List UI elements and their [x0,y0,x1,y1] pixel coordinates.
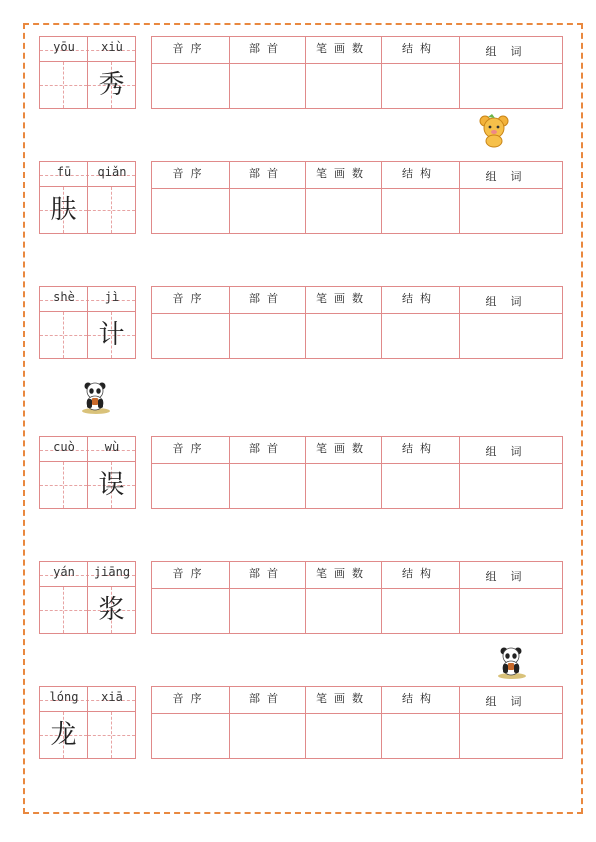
character-writing-box [39,286,136,359]
answer-cell[interactable] [459,314,562,358]
pinyin-syllable: fū [56,165,72,179]
table-header-cell: 部首 [249,442,285,455]
answer-cell[interactable] [229,464,305,508]
table-header-cell: 结构 [402,442,438,455]
pinyin-syllable: jiāng [93,565,131,579]
answer-cell[interactable] [381,714,459,758]
character-writing-box [39,36,136,109]
character-entry [0,36,596,112]
table-header-cell: 组词 [485,445,536,458]
table-header-cell: 组词 [485,570,536,583]
pinyin-syllable: xiā [101,690,123,704]
table-header-cell: 结构 [402,692,438,705]
table-header-cell: 音序 [172,42,209,55]
answer-cell[interactable] [459,714,562,758]
table-header-cell: 组词 [485,170,536,183]
chinese-character: 浆 [98,595,125,625]
tian-grid-cell[interactable] [88,462,135,508]
table-header-cell: 结构 [402,42,438,55]
chinese-character: 计 [98,320,125,350]
table-header-cell: 结构 [402,167,438,180]
character-writing-box [39,161,136,234]
tian-grid-cell[interactable] [40,587,87,633]
answer-cell[interactable] [305,189,381,233]
tian-grid-cell[interactable] [88,312,135,358]
character-entry [0,686,596,762]
table-header-cell: 笔画数 [316,692,370,705]
answer-cell[interactable] [152,189,229,233]
answer-cell[interactable] [305,589,381,633]
table-header-cell: 笔画数 [316,442,370,455]
answer-cell[interactable] [459,64,562,108]
tian-grid-cell[interactable] [40,462,87,508]
answer-cell[interactable] [381,64,459,108]
answer-cell[interactable] [381,314,459,358]
character-info-table [151,286,563,359]
answer-cell[interactable] [152,64,229,108]
table-header-cell: 笔画数 [316,167,370,180]
character-entry [0,161,596,237]
answer-cell[interactable] [152,314,229,358]
tian-grid-cell[interactable] [40,62,87,108]
character-entry [0,436,596,512]
pinyin-syllable: shè [53,290,75,304]
character-entry [0,561,596,637]
bear-icon [476,112,512,148]
table-header-cell: 音序 [172,567,209,580]
character-writing-box [39,561,136,634]
tian-grid-cell[interactable] [88,587,135,633]
pinyin-syllable: wù [104,440,120,454]
answer-cell[interactable] [459,464,562,508]
character-info-table [151,686,563,759]
pinyin-syllable: jì [104,290,120,304]
answer-cell[interactable] [229,64,305,108]
character-writing-box [39,436,136,509]
character-entry [0,286,596,362]
answer-cell[interactable] [381,189,459,233]
answer-cell[interactable] [152,589,229,633]
table-header-cell: 组词 [485,45,536,58]
answer-cell[interactable] [381,464,459,508]
table-header-cell: 笔画数 [316,292,370,305]
chinese-character: 肤 [50,195,77,225]
tian-grid-cell[interactable] [40,187,87,233]
table-header-cell: 组词 [485,295,536,308]
chinese-character: 秀 [98,70,125,100]
answer-cell[interactable] [229,314,305,358]
table-header-cell: 部首 [249,692,285,705]
answer-cell[interactable] [152,464,229,508]
table-header-cell: 笔画数 [316,567,370,580]
table-header-cell: 结构 [402,567,438,580]
pinyin-syllable: qiǎn [97,165,127,179]
panda-icon [80,380,112,416]
chinese-character: 误 [98,470,125,500]
tian-grid-cell[interactable] [88,62,135,108]
character-info-table [151,161,563,234]
tian-grid-cell[interactable] [40,712,87,758]
tian-grid-cell[interactable] [40,312,87,358]
table-header-cell: 部首 [249,42,285,55]
table-header-cell: 部首 [249,292,285,305]
answer-cell[interactable] [229,189,305,233]
table-header-cell: 笔画数 [316,42,370,55]
chinese-character: 龙 [50,720,77,750]
character-info-table [151,436,563,509]
pinyin-syllable: cuò [53,440,75,454]
answer-cell[interactable] [305,464,381,508]
character-info-table [151,36,563,109]
table-header-cell: 部首 [249,567,285,580]
answer-cell[interactable] [459,589,562,633]
pinyin-syllable: yán [53,565,75,579]
answer-cell[interactable] [229,589,305,633]
tian-grid-cell[interactable] [88,187,135,233]
table-header-cell: 音序 [172,442,209,455]
answer-cell[interactable] [305,714,381,758]
answer-cell[interactable] [152,714,229,758]
pinyin-syllable: xiù [101,40,123,54]
answer-cell[interactable] [381,589,459,633]
pinyin-syllable: yōu [53,40,75,54]
table-header-cell: 结构 [402,292,438,305]
table-header-cell: 音序 [172,692,209,705]
character-writing-box [39,686,136,759]
table-header-cell: 音序 [172,167,209,180]
answer-cell[interactable] [229,714,305,758]
tian-grid-cell[interactable] [88,712,135,758]
character-info-table [151,561,563,634]
pinyin-syllable: lóng [49,690,79,704]
panda-icon [496,645,528,681]
answer-cell[interactable] [305,314,381,358]
table-header-cell: 音序 [172,292,209,305]
table-header-cell: 部首 [249,167,285,180]
table-header-cell: 组词 [485,695,536,708]
answer-cell[interactable] [459,189,562,233]
answer-cell[interactable] [305,64,381,108]
